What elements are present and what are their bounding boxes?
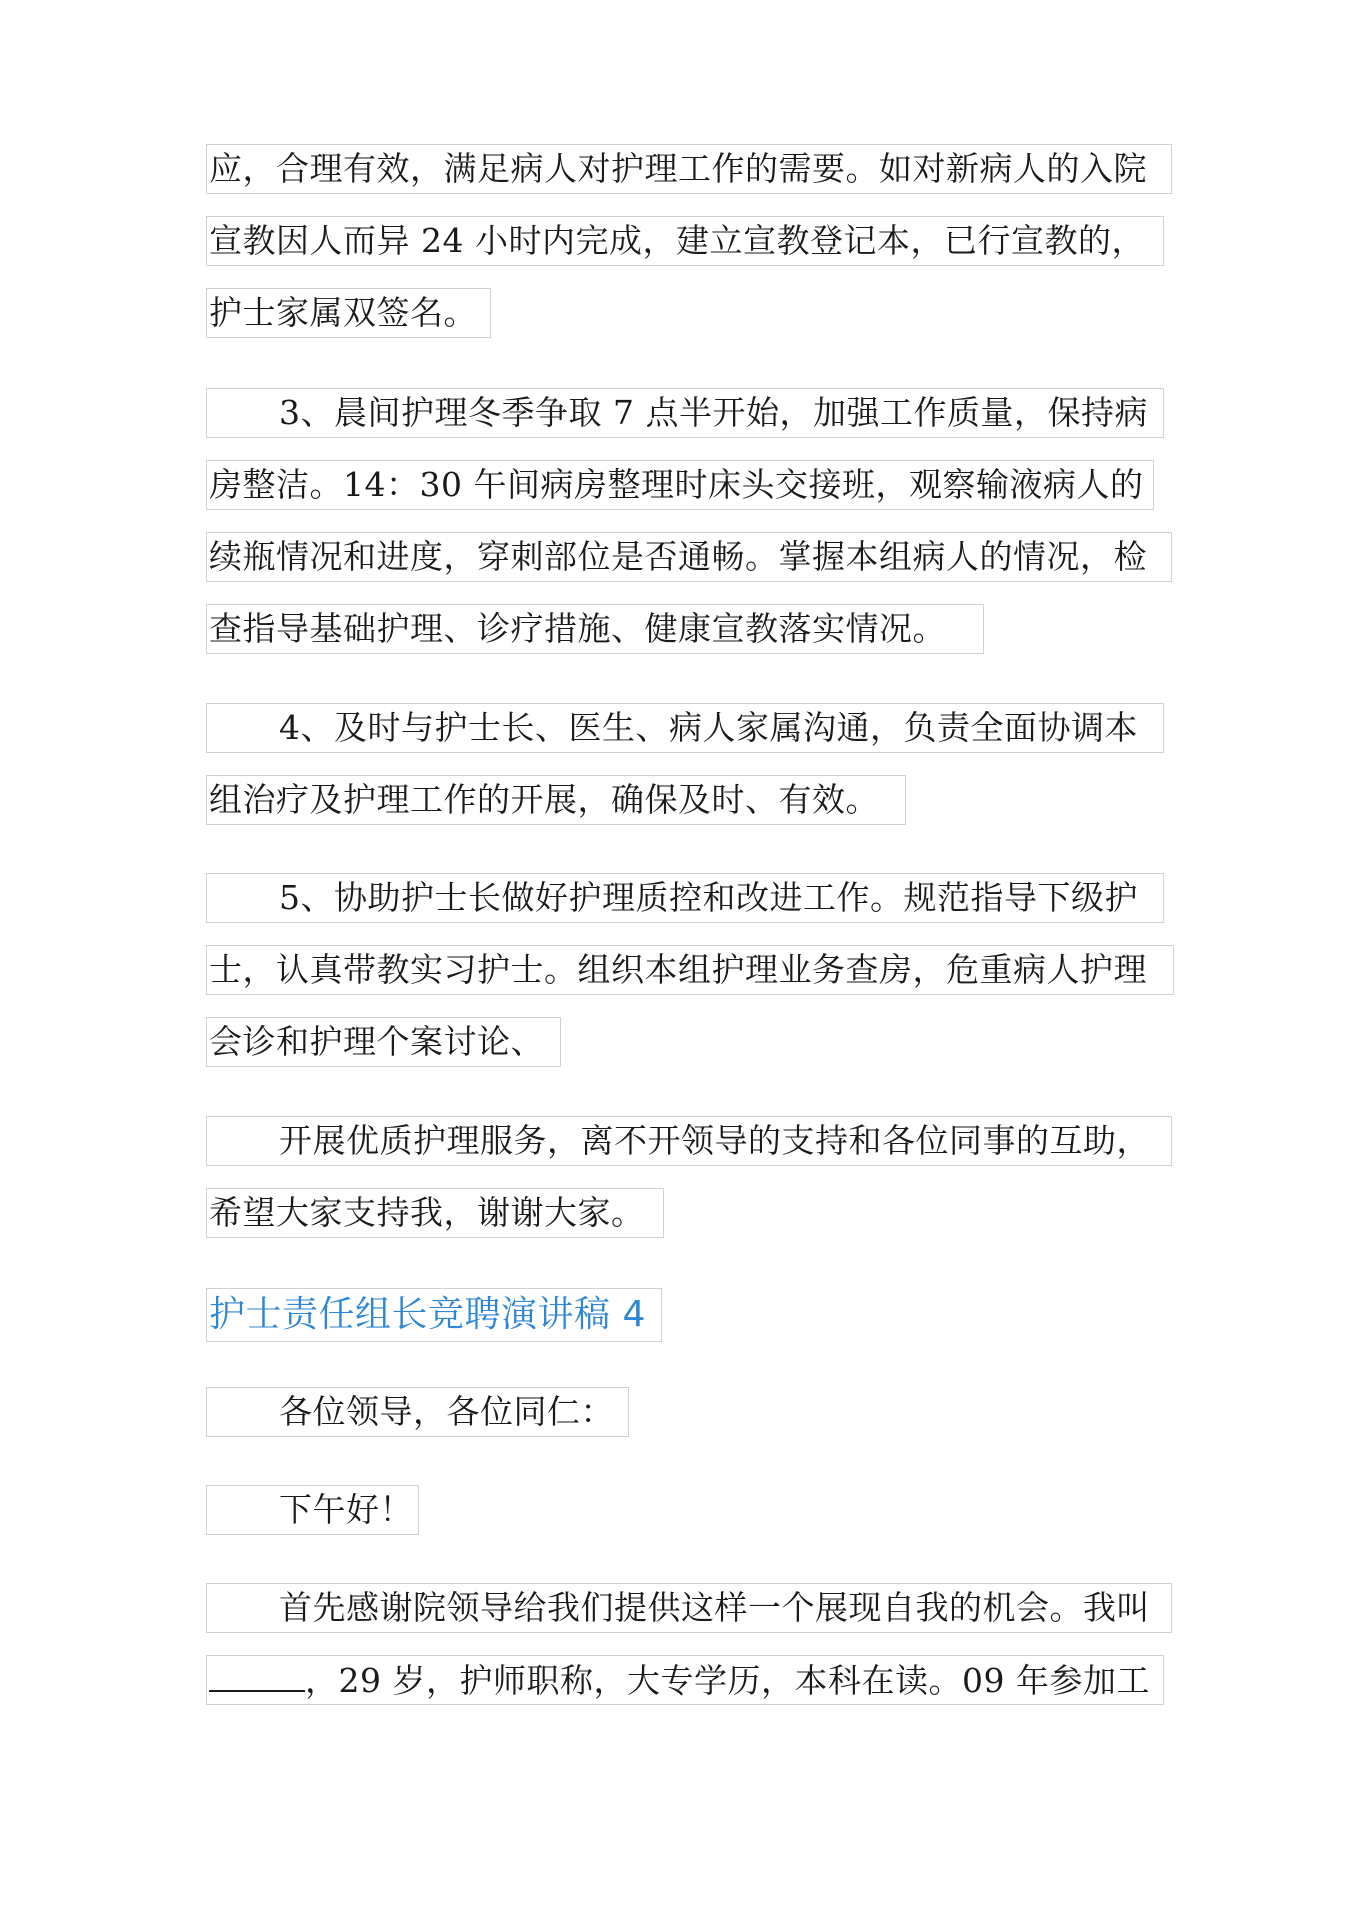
paragraph-line: 会诊和护理个案讨论、 (206, 1017, 561, 1067)
paragraph-line: 宣教因人而异 24 小时内完成，建立宣教登记本，已行宣教的， (206, 216, 1164, 266)
paragraph-line: 士，认真带教实习护士。组织本组护理业务查房，危重病人护理 (206, 945, 1174, 995)
greeting-line: 各位领导，各位同仁： (206, 1387, 629, 1437)
paragraph-line: 查指导基础护理、诊疗措施、健康宣教落实情况。 (206, 604, 984, 654)
paragraph-line: 希望大家支持我，谢谢大家。 (206, 1188, 664, 1238)
intro-text: ，29 岁，护师职称，大专学历，本科在读。09 年参加工 (305, 1661, 1150, 1700)
paragraph-line: 首先感谢院领导给我们提供这样一个展现自我的机会。我叫 (206, 1583, 1172, 1633)
paragraph-line: 3、晨间护理冬季争取 7 点半开始，加强工作质量，保持病 (206, 388, 1164, 438)
section-heading: 护士责任组长竞聘演讲稿 4 (206, 1288, 662, 1342)
paragraph-line (206, 1655, 1164, 1705)
paragraph-line: 组治疗及护理工作的开展，确保及时、有效。 (206, 775, 906, 825)
paragraph-line: 4、及时与护士长、医生、病人家属沟通，负责全面协调本 (206, 703, 1164, 753)
name-blank (209, 1656, 305, 1692)
paragraph-line: 应，合理有效，满足病人对护理工作的需要。如对新病人的入院 (206, 144, 1172, 194)
paragraph-line: 续瓶情况和进度，穿刺部位是否通畅。掌握本组病人的情况，检 (206, 532, 1172, 582)
paragraph-line: 护士家属双签名。 (206, 288, 491, 338)
paragraph-line: 开展优质护理服务，离不开领导的支持和各位同事的互助， (206, 1116, 1172, 1166)
hello-line: 下午好！ (206, 1485, 419, 1535)
paragraph-line: 5、协助护士长做好护理质控和改进工作。规范指导下级护 (206, 873, 1164, 923)
paragraph-line: 房整洁。14：30 午间病房整理时床头交接班，观察输液病人的 (206, 460, 1154, 510)
